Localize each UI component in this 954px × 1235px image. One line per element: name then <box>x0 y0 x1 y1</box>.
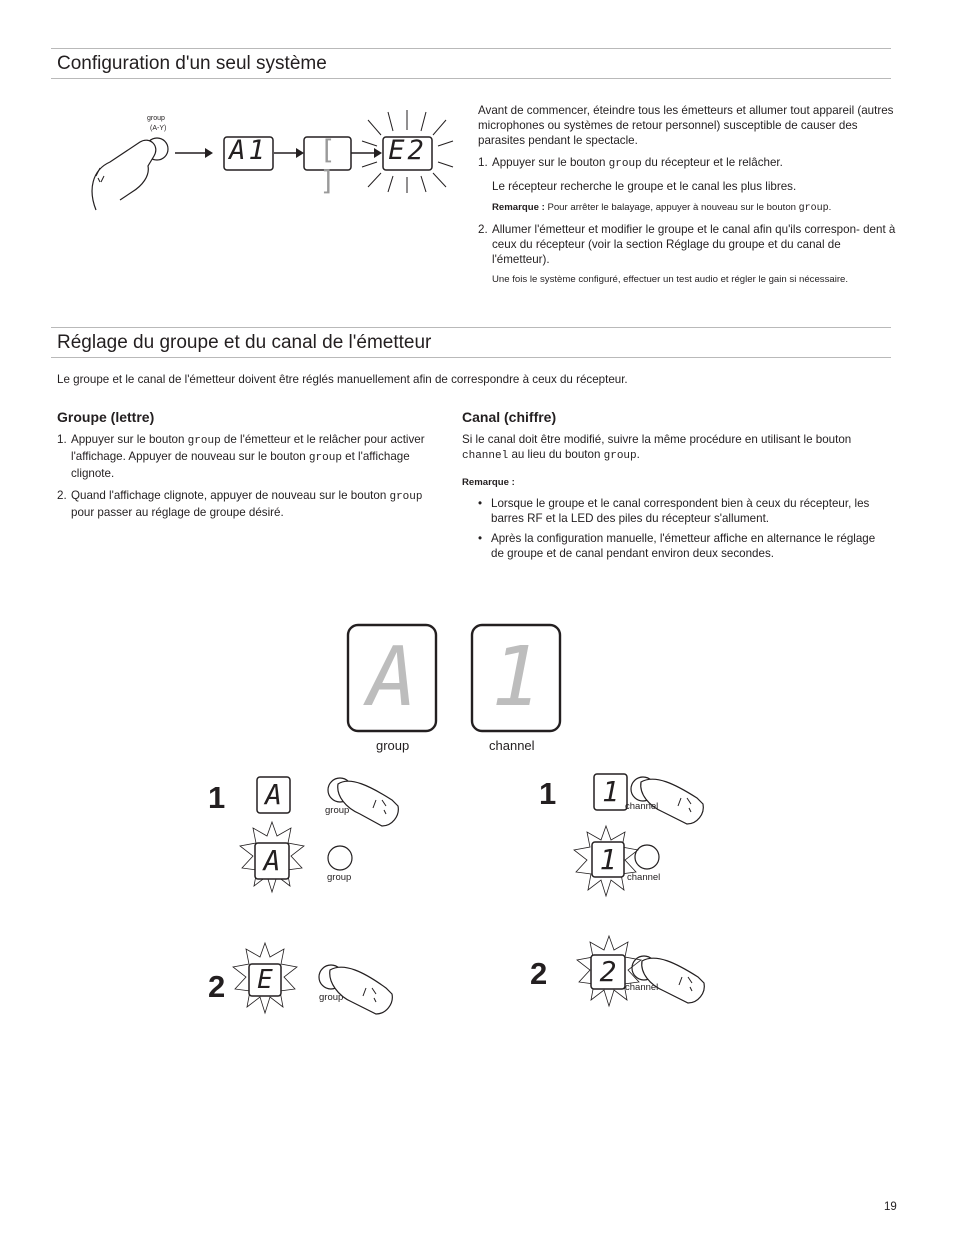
channel-display-2: 1 <box>599 843 617 876</box>
step2-sub: Une fois le système configuré, effectuer un test audio et régler le gain si nécessaire. <box>492 274 849 285</box>
groupe-heading: Groupe (lettre) <box>57 409 155 425</box>
group-display-3: E <box>257 965 273 995</box>
display-blank: [ ] <box>319 135 336 197</box>
step1-number: 1. <box>478 156 488 169</box>
channel-step-2-number: 2 <box>530 956 548 991</box>
channel-step-1-number: 1 <box>539 776 557 811</box>
group-button-label-line2: (A-Y) <box>150 125 167 132</box>
step2-text: Allumer l'émetteur et modifier le groupe et le canal afin qu'ils correspon- dent à ceux du récepteur (voir la section Réglage du groupe et du canal de l'émetteur). <box>492 223 896 266</box>
display-e2: E2 <box>388 135 427 166</box>
display-a1: A1 <box>229 135 268 166</box>
groupe-step1-c: et l'affichage clignote. <box>71 450 410 480</box>
big-group-label: group <box>376 738 410 753</box>
big-channel-display: 1 <box>491 630 541 725</box>
group-step-2-number: 2 <box>208 969 226 1004</box>
group-button-label-1: group <box>325 805 350 816</box>
note-text: Pour arrêter le balayage, appuyer à nouveau sur le bouton <box>544 202 799 213</box>
section2-title: Réglage du groupe et du canal de l'émetteur <box>57 332 432 353</box>
canal-p-a: Si le canal doit être modifié, suivre la même procédure en utilisant le bouton <box>462 433 852 446</box>
group-display-1: A <box>265 778 282 811</box>
canal-note-label: Remarque : <box>462 477 515 488</box>
note-label: Remarque : <box>492 202 545 213</box>
channel-button-label-3: channel <box>625 982 659 993</box>
channel-button-label-1: channel <box>625 801 659 812</box>
groupe-step2-a: Quand l'affichage clignote, appuyer de nouveau sur le bouton <box>71 489 390 502</box>
big-group-display: A <box>367 630 417 725</box>
groupe-step1-code2: group <box>308 452 342 464</box>
canal-p-c: . <box>636 448 640 461</box>
canal-p-code2: group <box>603 450 637 462</box>
groupe-step1-b: de l'émetteur et le relâcher pour activer l'affichage. Appuyer de nouveau sur le bouton <box>71 433 425 463</box>
group-button-label-line1: group <box>147 115 165 122</box>
channel-display-3: 2 <box>599 955 617 988</box>
note-end: . <box>828 202 832 213</box>
canal-bullet-2-text: Après la configuration manuelle, l'émetteur affiche en alternance le réglage de groupe et de canal pendant environ deux secondes. <box>491 532 876 560</box>
step1-code: group <box>608 158 642 170</box>
bullet-mark: • <box>478 497 483 510</box>
bullet-mark: • <box>478 532 483 545</box>
group-step-1-number: 1 <box>208 780 226 815</box>
groupe-step2-b: pour passer au réglage de groupe désiré. <box>71 506 284 519</box>
channel-display-1: 1 <box>602 775 619 808</box>
group-button-label-2: group <box>327 872 352 883</box>
canal-p-b: au lieu du bouton <box>508 448 604 461</box>
canal-p-code1: channel <box>462 450 509 462</box>
channel-button-label-2: channel <box>627 872 661 883</box>
group-button-label-3: group <box>319 992 344 1003</box>
canal-heading: Canal (chiffre) <box>462 409 557 425</box>
groupe-step1-number: 1. <box>57 433 67 446</box>
groupe-step1-code1: group <box>187 435 221 447</box>
groupe-step2-code: group <box>389 491 423 503</box>
section1-title: Configuration d'un seul système <box>57 53 327 74</box>
step1-text-after: du récepteur et le relâcher. <box>641 156 783 169</box>
big-channel-label: channel <box>489 738 535 753</box>
section1-intro: Avant de commencer, éteindre tous les émetteurs et allumer tout appareil (autres microphones ou systèmes de retour personnel) susceptible de causer des parasites pendant le spectacle. <box>478 104 894 147</box>
section2-intro: Le groupe et le canal de l'émetteur doivent être réglés manuellement afin de correspondre à ceux du récepteur. <box>57 373 628 386</box>
step1-sub: Le récepteur recherche le groupe et le canal les plus libres. <box>492 180 797 193</box>
step2-number: 2. <box>478 223 488 236</box>
page-number: 19 <box>884 1201 897 1213</box>
note-code: group <box>798 203 829 214</box>
canal-bullet-1-text: Lorsque le groupe et le canal correspondent bien à ceux du récepteur, les barres RF et la LED des piles du récepteur s'allument. <box>491 497 870 525</box>
group-display-2: A <box>263 844 281 877</box>
groupe-step2-number: 2. <box>57 489 67 502</box>
groupe-step1-a: Appuyer sur le bouton <box>71 433 188 446</box>
step1-text-before: Appuyer sur le bouton <box>492 156 609 169</box>
